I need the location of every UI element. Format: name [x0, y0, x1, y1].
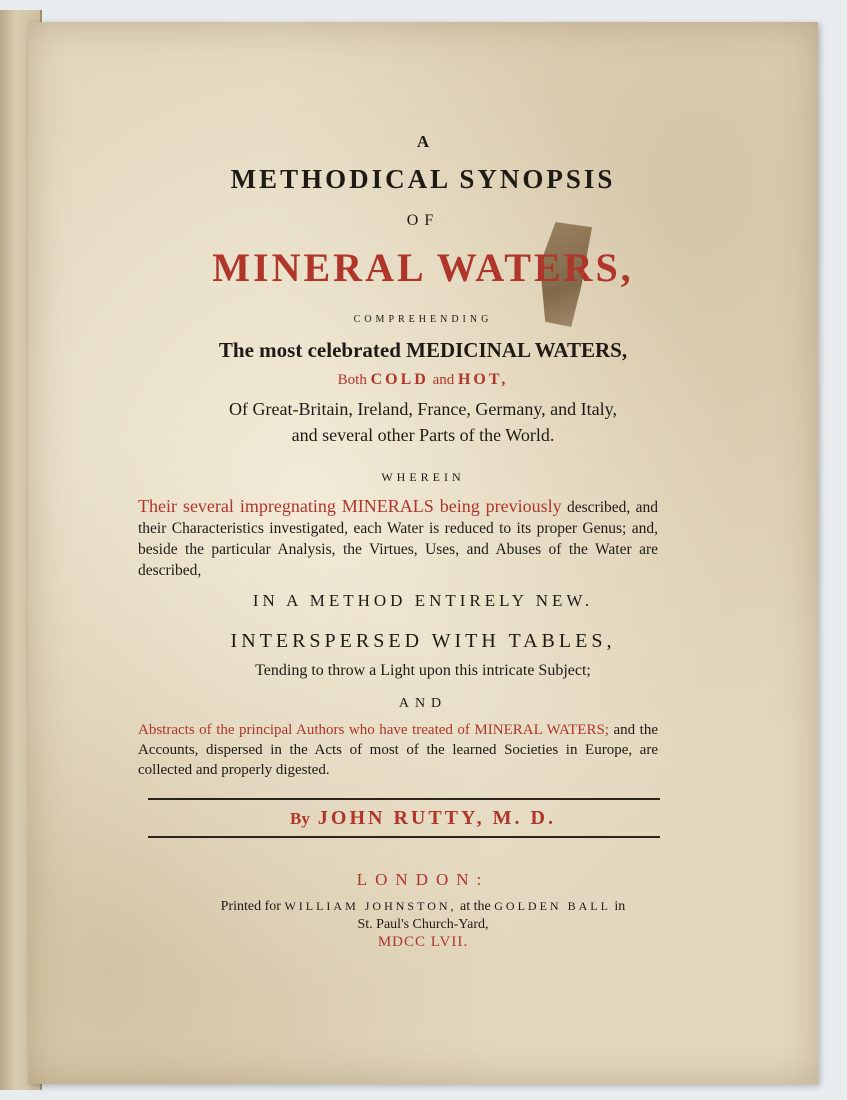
countries-line: Of Great-Britain, Ireland, France, Germany, and Italy,	[228, 399, 617, 419]
hot-word: HOT,	[457, 371, 509, 388]
abstracts-rest: and the Accounts, dispersed in the Acts of most of the learned Societies in Europe, are collected and properly digested.	[138, 722, 659, 778]
imprint-printer-line	[28, 899, 818, 915]
imprint-address: St. Paul's Church-Yard,	[357, 917, 489, 932]
tending-line: Tending to throw a Light upon this intricate Subject;	[255, 662, 591, 679]
printer-name: WILLIAM JOHNSTON,	[284, 899, 457, 913]
in-word: in	[614, 899, 626, 914]
description-rest: described, and their Characteristics investigated, each Water is reduced to its proper Genus; and, beside the particular Analysis, the Virtues, Uses, and Abuses of the Water are described,	[138, 499, 658, 579]
comprehending-label: COMPREHENDING	[353, 314, 493, 325]
author-rule-bottom	[148, 836, 660, 838]
other-parts-line: and several other Parts of the World.	[291, 425, 555, 445]
imprint-date: MDCC LVII.	[377, 934, 469, 950]
abstracts-first-line: Abstracts of the principal Authors who have treated of MINERAL WATERS;	[138, 722, 609, 738]
both-word: Both	[337, 372, 367, 388]
author-rule-top	[148, 798, 660, 800]
title-line-2: MINERAL WATERS,	[212, 245, 634, 290]
and-word: and	[432, 372, 455, 388]
at-the: at the	[460, 899, 491, 914]
title-line-1: METHODICAL SYNOPSIS	[230, 164, 616, 194]
description-paragraph	[138, 496, 658, 581]
imprint-city: LONDON:	[356, 870, 490, 889]
description-first-line: Their several impregnating MINERALS being previously	[138, 496, 562, 516]
method-line: IN A METHOD ENTIRELY NEW.	[252, 591, 594, 610]
wherein-label: WHEREIN	[381, 470, 465, 484]
by-word: By	[290, 809, 310, 828]
and-caps-line: AND	[398, 696, 448, 711]
cold-hot-line	[28, 371, 818, 389]
interspersed-line: INTERSPERSED WITH TABLES,	[230, 630, 616, 652]
cold-word: COLD	[370, 371, 429, 388]
abstracts-paragraph	[138, 720, 658, 780]
golden-ball: GOLDEN BALL	[494, 899, 611, 913]
title-article: A	[416, 132, 430, 151]
author-line	[28, 807, 818, 830]
medicinal-waters-line: The most celebrated MEDICINAL WATERS,	[218, 338, 628, 362]
printed-for: Printed for	[220, 899, 281, 914]
title-of: OF	[406, 212, 440, 229]
author-name: JOHN RUTTY, M. D.	[317, 807, 556, 829]
